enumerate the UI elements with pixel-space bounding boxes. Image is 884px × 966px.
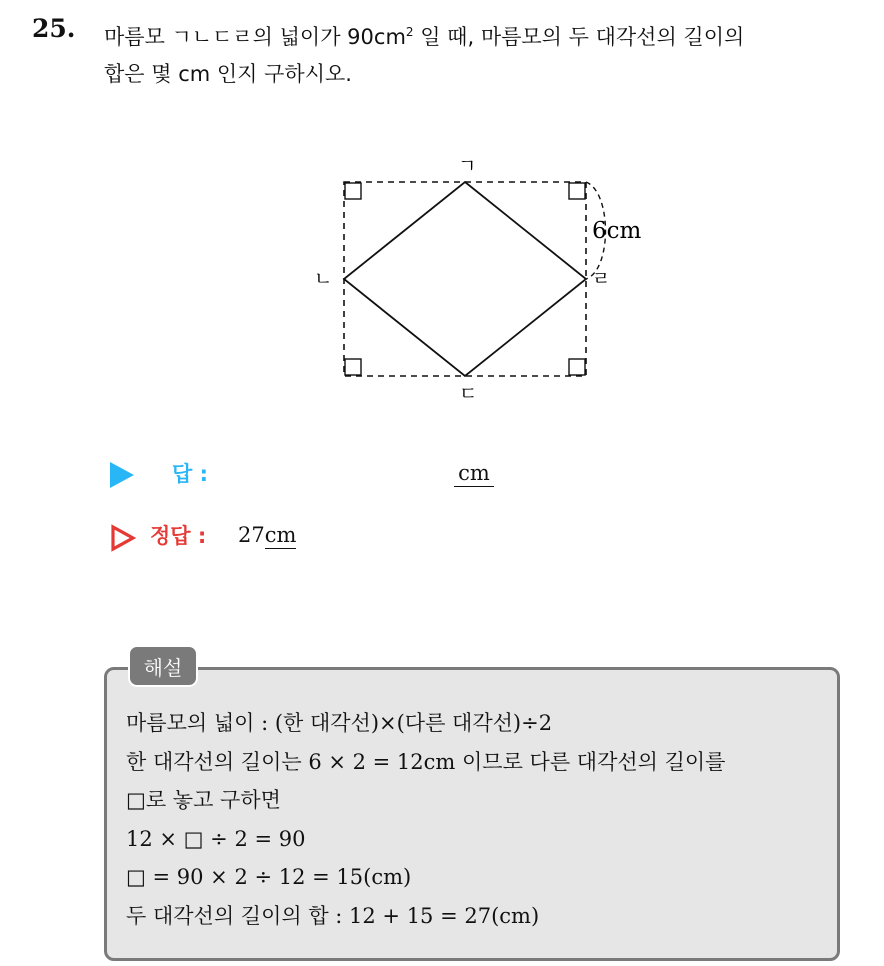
question-number: 25. xyxy=(32,14,76,43)
corner-square-tr xyxy=(569,183,585,199)
question-line-1-b: 일 때, 마름모의 두 대각선의 길이의 xyxy=(413,25,745,49)
superscript-2: 2 xyxy=(405,25,414,39)
correct-answer-number: 27 xyxy=(238,523,265,547)
solution-line: □ = 90 × 2 ÷ 12 = 15(cm) xyxy=(126,865,412,889)
outline-play-icon xyxy=(110,524,136,552)
solution-line: 12 × □ ÷ 2 = 90 xyxy=(126,826,306,851)
corner-square-tl xyxy=(345,183,361,199)
corner-square-br xyxy=(569,359,585,375)
vertex-label-bottom: ㄷ xyxy=(459,383,478,405)
answer-unit: cm xyxy=(454,460,494,487)
correct-answer-unit: cm xyxy=(264,523,297,547)
question-line-1 xyxy=(104,14,874,56)
corner-square-bl xyxy=(345,359,361,375)
measure-label: 6cm xyxy=(592,218,642,244)
vertex-label-left: ㄴ xyxy=(314,268,333,290)
solution-line: □로 놓고 구하면 xyxy=(126,788,281,812)
solution-line: 한 대각선의 길이는 6 × 2 = 12cm 이므로 다른 대각선의 길이를 xyxy=(126,749,726,774)
answer-label: 답 : xyxy=(172,462,208,486)
rhombus-figure xyxy=(300,150,680,410)
question-text xyxy=(104,14,874,93)
dashed-rectangle xyxy=(344,182,586,376)
play-icon xyxy=(110,462,134,488)
solution-line: 마름모의 넓이 : (한 대각선)×(다른 대각선)÷2 xyxy=(126,711,553,735)
question-line-1-a: 마름모 ㄱㄴㄷㄹ의 넓이가 90cm xyxy=(104,25,406,49)
correct-answer-label: 정답 : xyxy=(150,524,207,548)
solution-lines xyxy=(126,704,725,935)
question-line-2: 합은 몇 cm 인지 구하시오. xyxy=(104,62,352,86)
solution-tag: 해설 xyxy=(128,645,198,687)
rhombus xyxy=(344,182,586,376)
vertex-label-top: ㄱ xyxy=(458,155,477,177)
correct-answer-value xyxy=(238,522,296,549)
vertex-label-right: ㄹ xyxy=(592,268,611,290)
solution-line: 두 대각선의 길이의 합 : 12 + 15 = 27(cm) xyxy=(126,903,540,928)
